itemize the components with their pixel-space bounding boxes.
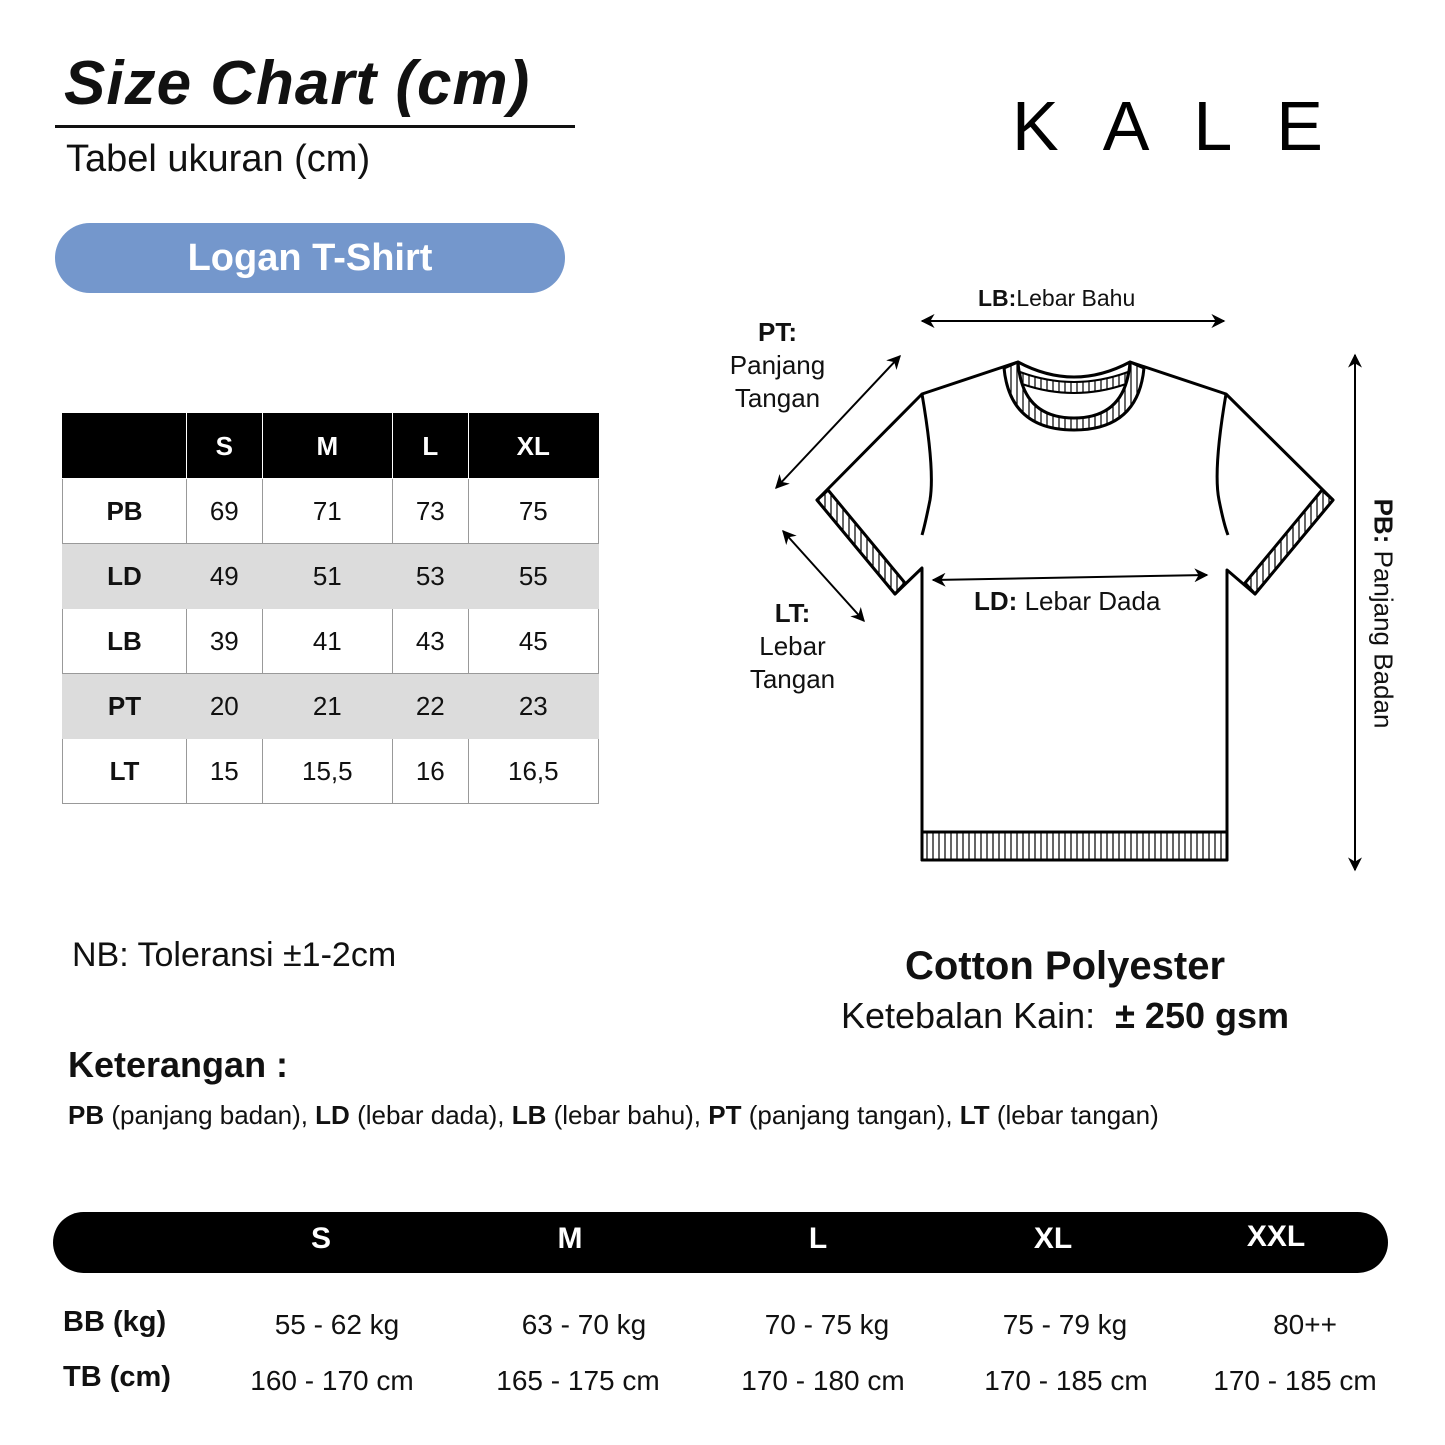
page-title: Size Chart (cm) xyxy=(64,49,531,118)
cell: 63 - 70 kg xyxy=(521,1309,647,1340)
row-label: BB (kg) xyxy=(63,1306,167,1338)
cell: 49 xyxy=(187,544,263,609)
cell: 69 xyxy=(187,479,263,544)
cell: 75 xyxy=(468,479,598,544)
ld-label: LD: Lebar Dada xyxy=(974,586,1161,616)
cell: 170 - 180 cm xyxy=(741,1365,905,1396)
cell: 51 xyxy=(262,544,392,609)
cell: 170 - 185 cm xyxy=(1213,1365,1377,1396)
brand-logo: KALE xyxy=(1012,87,1367,165)
row-label: TB (cm) xyxy=(63,1361,171,1393)
col-header: S xyxy=(310,1222,332,1255)
cell: 170 - 185 cm xyxy=(984,1365,1148,1396)
cell: 55 - 62 kg xyxy=(274,1309,400,1340)
col-header: M xyxy=(557,1222,583,1255)
cell: 21 xyxy=(262,674,392,739)
row-label: LB xyxy=(63,609,187,674)
fabric-thickness: Ketebalan Kain: ± 250 gsm xyxy=(840,995,1290,1036)
row-label: PB xyxy=(63,479,187,544)
cell: 43 xyxy=(392,609,468,674)
cell: 15,5 xyxy=(262,739,392,804)
cell: 75 - 79 kg xyxy=(1002,1309,1128,1340)
cell: 160 - 170 cm xyxy=(250,1365,414,1396)
pt-label: PT: Panjang Tangan xyxy=(729,317,826,413)
cell: 71 xyxy=(262,479,392,544)
cell: 55 xyxy=(468,544,598,609)
row-label: PT xyxy=(63,674,187,739)
fabric-name: Cotton Polyester xyxy=(904,944,1226,988)
cell: 45 xyxy=(468,609,598,674)
fabric-info xyxy=(790,944,1340,1037)
cell: 22 xyxy=(392,674,468,739)
col-header: M xyxy=(262,414,392,479)
tolerance-note: NB: Toleransi ±1-2cm xyxy=(72,936,397,974)
product-name-badge: Logan T-Shirt xyxy=(55,223,565,293)
cell: 16 xyxy=(392,739,468,804)
cell: 41 xyxy=(262,609,392,674)
col-header: L xyxy=(808,1222,828,1255)
hem-band xyxy=(922,832,1227,860)
cell: 70 - 75 kg xyxy=(764,1309,890,1340)
fit-table-header xyxy=(53,1212,1388,1273)
col-header: L xyxy=(392,414,468,479)
cell: 73 xyxy=(392,479,468,544)
row-label: LD xyxy=(63,544,187,609)
legend-title: Keterangan : xyxy=(68,1044,289,1085)
cell: 53 xyxy=(392,544,468,609)
page-subtitle: Tabel ukuran (cm) xyxy=(66,138,371,180)
legend-body: PB (panjang badan), LD (lebar dada), LB (lebar bahu), PT (panjang tangan), LT (lebar tangan) xyxy=(68,1100,1159,1130)
lb-label: LB:Lebar Bahu xyxy=(978,285,1136,311)
cell: 16,5 xyxy=(468,739,598,804)
col-header: XL xyxy=(468,414,598,479)
lt-label: LT: Lebar Tangan xyxy=(749,598,836,694)
row-label: LT xyxy=(63,739,187,804)
col-header: XXL xyxy=(1246,1220,1306,1253)
pb-label: PB: Panjang Badan xyxy=(1368,498,1399,729)
col-header: XL xyxy=(1033,1222,1073,1255)
cell: 23 xyxy=(468,674,598,739)
cell: 20 xyxy=(187,674,263,739)
cell: 15 xyxy=(187,739,263,804)
cell: 165 - 175 cm xyxy=(496,1365,660,1396)
col-header: S xyxy=(187,414,263,479)
cell: 39 xyxy=(187,609,263,674)
cell: 80++ xyxy=(1273,1309,1337,1340)
